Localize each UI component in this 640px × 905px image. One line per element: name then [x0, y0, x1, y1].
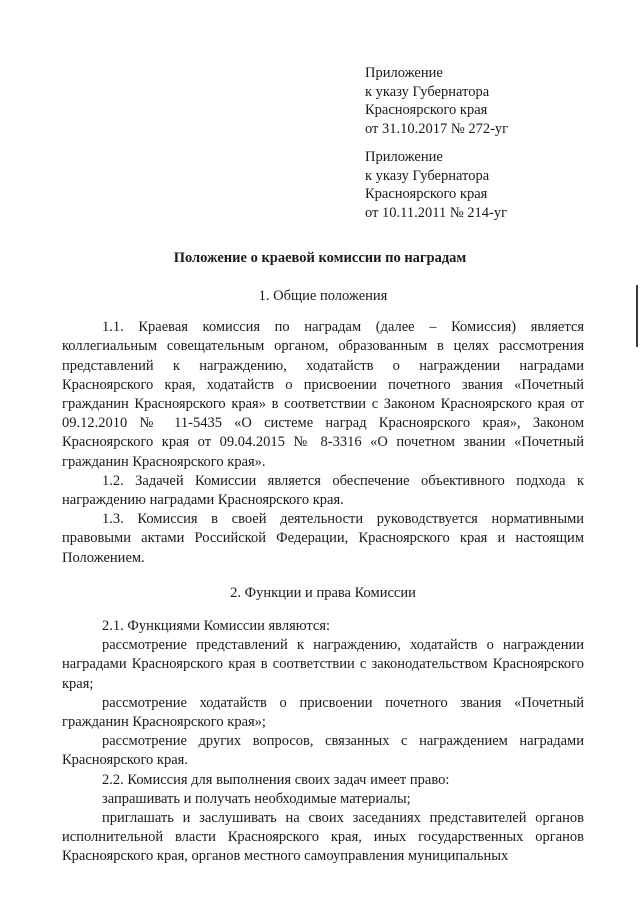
paragraph: 1.1. Краевая комиссия по наградам (далее – Комиссия) является коллегиальным совещательным органом, образованным в целях рассмотрения представлений к награждению, ходатайств о награждении наградами Красноярского края, ходатайств о присвоении почетного звания «Почетный гражданин Красноярского края» в соответствии с Законом Красноярского края от 09.12.2010 № 11-5435 «О системе наград Красноярского края», Законом Красноярского края от 09.04.2015 № 8-3316 «О почетном звании «Почетный гражданин Красноярского края».: [62, 319, 584, 470]
appendix-line: Красноярского края: [365, 102, 488, 118]
appendix-line: Приложение: [365, 65, 443, 81]
paragraph: 2.1. Функциями Комиссии являются:: [102, 618, 331, 635]
appendix-line: к указу Губернатора: [365, 83, 490, 100]
appendix-current-decree: [365, 64, 625, 138]
appendix-line: Приложение: [365, 149, 443, 165]
appendix-line: к указу Губернатора: [365, 167, 490, 184]
appendix-line: от 10.11.2011 № 214-уг: [365, 204, 508, 221]
scan-edge-mark: [636, 285, 638, 347]
section-heading: 1. Общие положения: [258, 288, 388, 304]
document-title: Положение о краевой комиссии по наградам: [173, 250, 467, 266]
appendix-line: от 31.10.2017 № 272-уг: [365, 120, 509, 137]
paragraph: запрашивать и получать необходимые материалы;: [102, 790, 411, 807]
paragraph: рассмотрение ходатайств о присвоении почетного звания «Почетный гражданин Красноярского края»;: [62, 694, 584, 731]
section-heading: 2. Функции и права Комиссии: [230, 584, 416, 601]
paragraph: 1.3. Комиссия в своей деятельности руководствуется нормативными правовыми актами Российской Федерации, Красноярского края и настоящим Положением.: [62, 511, 584, 566]
paragraph: приглашать и заслушивать на своих заседаниях представителей органов исполнительной власти Красноярского края, иных государственных органов Красноярского края, органов местного самоуправления муниципальных: [62, 810, 584, 865]
paragraph: рассмотрение других вопросов, связанных с награждением наградами Красноярского края.: [62, 733, 584, 769]
paragraph: 2.2. Комиссия для выполнения своих задач имеет право:: [102, 771, 450, 788]
paragraph: рассмотрение представлений к награждению, ходатайств о награждении наградами Красноярского края в соответствии с законодательством Красноярского края;: [62, 637, 584, 692]
appendix-line: Красноярского края: [365, 186, 488, 202]
appendix-original-decree: [365, 148, 625, 222]
paragraph: 1.2. Задачей Комиссии является обеспечение объективного подхода к награждению наградами Красноярского края.: [62, 472, 584, 509]
document-body: [62, 287, 584, 867]
